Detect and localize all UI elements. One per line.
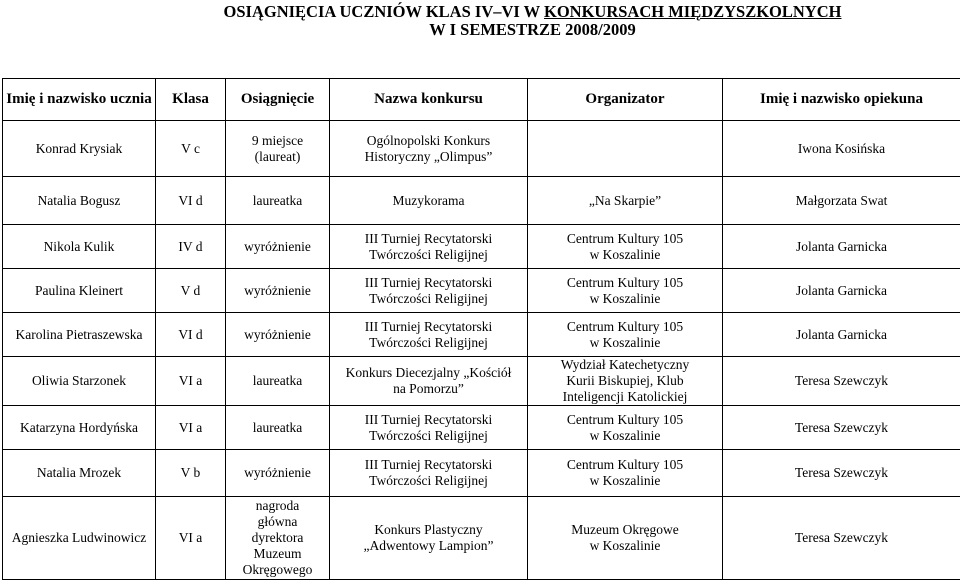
organizer-cell bbox=[528, 357, 723, 406]
table-row bbox=[3, 406, 960, 450]
achievement-cell bbox=[226, 177, 330, 225]
achievement-line: dyrektora bbox=[251, 530, 304, 545]
contest-name-line: Twórczości Religijnej bbox=[369, 334, 488, 350]
contest-name-line: Muzykorama bbox=[392, 192, 465, 208]
student-name-cell: Oliwia Starzonek bbox=[3, 357, 156, 406]
achievement-cell bbox=[226, 450, 330, 497]
table-row bbox=[3, 177, 960, 225]
supervisor-cell: Jolanta Garnicka bbox=[723, 269, 960, 313]
organizer-line: „Na Skarpie” bbox=[588, 192, 662, 208]
contest-name-cell bbox=[330, 177, 528, 225]
header-name: Imię i nazwisko ucznia bbox=[3, 79, 156, 121]
organizer-line: w Koszalinie bbox=[589, 427, 661, 443]
organizer-cell bbox=[528, 450, 723, 497]
table-row bbox=[3, 313, 960, 357]
organizer-line: Wydział Katechetyczny bbox=[560, 357, 690, 372]
organizer-line: w Koszalinie bbox=[589, 246, 661, 262]
student-name-cell: Karolina Pietraszewska bbox=[3, 313, 156, 357]
achievement-line: laureatka bbox=[252, 373, 303, 388]
student-name-cell: Natalia Mrozek bbox=[3, 450, 156, 497]
table-row bbox=[3, 121, 960, 177]
table-row bbox=[3, 450, 960, 497]
title-line-1-text: OSIĄGNIĘCIA UCZNIÓW KLAS IV–VI W bbox=[223, 2, 544, 21]
table-row bbox=[3, 357, 960, 406]
contest-name-line: Konkurs Diecezjalny „Kościół bbox=[345, 365, 512, 380]
class-cell: IV d bbox=[156, 225, 226, 269]
contest-name-line: Twórczości Religijnej bbox=[369, 246, 488, 262]
achievement-cell bbox=[226, 313, 330, 357]
table-row bbox=[3, 497, 960, 580]
contest-name-line: Twórczości Religijnej bbox=[369, 473, 488, 488]
achievement-line: główna bbox=[257, 514, 298, 529]
contest-name-line: III Turniej Recytatorski bbox=[364, 411, 493, 427]
organizer-line: Centrum Kultury 105 bbox=[566, 230, 684, 246]
supervisor-cell: Jolanta Garnicka bbox=[723, 225, 960, 269]
achievement-cell bbox=[226, 357, 330, 406]
header-contest: Nazwa konkursu bbox=[330, 79, 528, 121]
class-cell: VI d bbox=[156, 177, 226, 225]
contest-name-cell bbox=[330, 357, 528, 406]
achievement-line: nagroda bbox=[255, 498, 300, 513]
achievement-line: wyróżnienie bbox=[244, 238, 311, 254]
contest-name-cell bbox=[330, 269, 528, 313]
header-achievement: Osiągnięcie bbox=[226, 79, 330, 121]
class-cell: V c bbox=[156, 121, 226, 177]
contest-name-line: III Turniej Recytatorski bbox=[364, 318, 493, 334]
organizer-cell bbox=[528, 121, 723, 177]
student-name-cell: Konrad Krysiak bbox=[3, 121, 156, 177]
class-cell: VI d bbox=[156, 313, 226, 357]
achievement-line: wyróżnienie bbox=[244, 282, 311, 298]
achievement-cell bbox=[226, 497, 330, 580]
supervisor-cell: Iwona Kosińska bbox=[723, 121, 960, 177]
organizer-cell bbox=[528, 177, 723, 225]
table-row bbox=[3, 225, 960, 269]
organizer-line: w Koszalinie bbox=[589, 473, 661, 488]
contest-name-cell bbox=[330, 450, 528, 497]
contest-name-line: Twórczości Religijnej bbox=[369, 427, 488, 443]
organizer-line: Centrum Kultury 105 bbox=[566, 457, 684, 472]
class-cell: VI a bbox=[156, 497, 226, 580]
contest-name-line: III Turniej Recytatorski bbox=[364, 274, 493, 290]
contest-name-cell bbox=[330, 497, 528, 580]
achievement-line: wyróżnienie bbox=[244, 326, 311, 342]
contest-name-line: Historyczny „Olimpus” bbox=[364, 148, 493, 164]
title-line-2: W I SEMESTRZE 2008/2009 bbox=[429, 20, 636, 39]
organizer-cell bbox=[528, 313, 723, 357]
organizer-line: Centrum Kultury 105 bbox=[566, 274, 684, 290]
header-organizer: Organizator bbox=[528, 79, 723, 121]
contest-name-cell bbox=[330, 225, 528, 269]
contest-name-cell bbox=[330, 406, 528, 450]
class-cell: V b bbox=[156, 450, 226, 497]
organizer-line: w Koszalinie bbox=[589, 334, 661, 350]
contest-name-line: na Pomorzu” bbox=[393, 381, 464, 396]
class-cell: VI a bbox=[156, 357, 226, 406]
contest-name-line: Konkurs Plastyczny bbox=[374, 522, 483, 537]
achievement-cell bbox=[226, 225, 330, 269]
organizer-cell bbox=[528, 406, 723, 450]
supervisor-cell: Jolanta Garnicka bbox=[723, 313, 960, 357]
student-name-cell: Katarzyna Hordyńska bbox=[3, 406, 156, 450]
achievement-cell bbox=[226, 269, 330, 313]
contest-name-line: Twórczości Religijnej bbox=[369, 290, 488, 306]
organizer-line: Muzeum Okręgowe bbox=[571, 522, 679, 537]
class-cell: VI a bbox=[156, 406, 226, 450]
achievements-table bbox=[2, 78, 960, 580]
supervisor-cell: Teresa Szewczyk bbox=[723, 450, 960, 497]
student-name-cell: Paulina Kleinert bbox=[3, 269, 156, 313]
organizer-line: Kurii Biskupiej, Klub bbox=[566, 373, 684, 388]
organizer-cell bbox=[528, 225, 723, 269]
organizer-line: w Koszalinie bbox=[589, 290, 661, 306]
organizer-line: Centrum Kultury 105 bbox=[566, 318, 684, 334]
supervisor-cell: Teresa Szewczyk bbox=[723, 357, 960, 406]
title-line-1-underlined: KONKURSACH MIĘDZYSZKOLNYCH bbox=[543, 2, 842, 21]
achievement-cell bbox=[226, 406, 330, 450]
contest-name-cell bbox=[330, 121, 528, 177]
contest-name-line: „Adwentowy Lampion” bbox=[363, 538, 494, 553]
table-row bbox=[3, 269, 960, 313]
achievement-cell bbox=[226, 121, 330, 177]
achievement-line: laureatka bbox=[252, 419, 303, 435]
organizer-line: w Koszalinie bbox=[589, 538, 661, 553]
achievement-line: Okręgowego bbox=[242, 562, 313, 577]
contest-name-line: Ogólnopolski Konkurs bbox=[366, 132, 491, 148]
contest-name-cell bbox=[330, 313, 528, 357]
student-name-cell: Nikola Kulik bbox=[3, 225, 156, 269]
organizer-line: Centrum Kultury 105 bbox=[566, 411, 684, 427]
supervisor-cell: Teresa Szewczyk bbox=[723, 406, 960, 450]
title-line-1 bbox=[210, 3, 855, 21]
student-name-cell: Agnieszka Ludwinowicz bbox=[3, 497, 156, 580]
class-cell: V d bbox=[156, 269, 226, 313]
achievement-line: (laureat) bbox=[254, 148, 301, 164]
supervisor-cell: Teresa Szewczyk bbox=[723, 497, 960, 580]
organizer-cell bbox=[528, 269, 723, 313]
header-supervisor: Imię i nazwisko opiekuna bbox=[723, 79, 960, 121]
achievement-line: laureatka bbox=[252, 192, 303, 208]
student-name-cell: Natalia Bogusz bbox=[3, 177, 156, 225]
organizer-line: Inteligencji Katolickiej bbox=[562, 389, 688, 404]
achievement-line: wyróżnienie bbox=[244, 465, 311, 480]
achievement-line: Muzeum bbox=[253, 546, 302, 561]
header-row bbox=[3, 79, 960, 121]
contest-name-line: III Turniej Recytatorski bbox=[364, 230, 493, 246]
header-class: Klasa bbox=[156, 79, 226, 121]
achievement-line: 9 miejsce bbox=[251, 132, 304, 148]
supervisor-cell: Małgorzata Swat bbox=[723, 177, 960, 225]
organizer-cell bbox=[528, 497, 723, 580]
contest-name-line: III Turniej Recytatorski bbox=[364, 457, 493, 472]
